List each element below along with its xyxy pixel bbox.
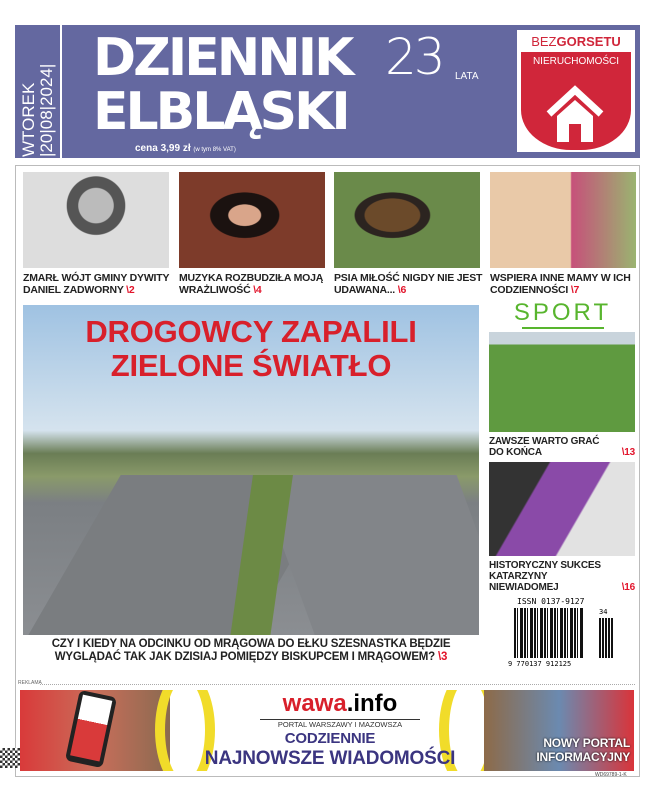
teaser-page: \7 [570,284,580,296]
headline-line-2: ZIELONE ŚWIATŁO [110,348,392,383]
teaser-title: MUZYKA ROZBUDZIŁA MOJĄ WRAŻLIWOŚĆ [179,272,324,296]
lead-caption-text: CZY I KIEDY NA ODCINKU OD MRĄGOWA DO EŁKU SZESNASTKA BĘDZIE WYGLĄDAĆ TAK JAK DZISIAJ POMIĘDZY BISKUPCEM I MRĄGOWEM? [51,638,451,663]
ad-line-2: NAJNOWSZE WIADOMOŚCI [204,748,456,769]
barcode-addon-number: 34 [599,608,608,616]
teaser-1[interactable] [23,272,173,296]
anniversary-unit: LATA [455,71,479,82]
masthead [15,25,640,158]
teaser-2[interactable] [179,272,329,296]
qr-code-icon[interactable] [0,748,20,768]
lead-caption[interactable] [23,638,479,664]
brand-suffix: .info [346,690,398,717]
sport-section-label: SPORT [513,299,612,326]
ad-image-left [20,690,170,771]
sport-page: \13 [621,447,635,458]
sport-item-1[interactable] [489,436,635,458]
issue-date-value: |20|08|2024| [36,63,56,157]
price-value: cena 3,99 zł [135,143,191,154]
ad-line-1: CODZIENNIE [284,730,376,747]
road [257,475,479,635]
price [135,143,236,156]
teaser-photo-4[interactable] [490,172,636,268]
teaser-photo-3[interactable] [334,172,480,268]
ad-brand-logo [260,691,420,717]
teaser-photo-2[interactable] [179,172,325,268]
promo-shield [521,52,631,150]
house-icon [545,82,605,144]
price-vat: (w tym 8% VAT) [193,147,236,153]
sport-item-2[interactable] [489,560,635,593]
ad-label: REKLAMA [18,680,42,686]
sport-title: ZAWSZE WARTO GRAĆ DO KOŃCA [489,436,600,458]
headline-line-1: DROGOWCY ZAPALILI [85,314,417,349]
sport-underline [522,327,604,329]
sport-page: \16 [621,582,635,593]
lead-photo[interactable] [23,305,479,635]
teaser-photo-1[interactable] [23,172,169,268]
lead-page: \3 [438,651,448,663]
teaser-page: \2 [126,284,135,296]
barcode [514,608,584,658]
logo-line-2: ELBLĄSKI [93,82,348,142]
issue-day: WTOREK [18,82,38,157]
ad-right-text: NOWY PORTAL INFORMACYJNY [536,736,630,764]
teaser-3[interactable] [334,272,484,296]
sport-title: HISTORYCZNY SUKCES KATARZYNY NIEWIADOMEJ [489,560,601,593]
promo-prefix: BEZ [531,34,557,49]
sport-photo-1[interactable] [489,332,635,432]
barcode-addon [599,618,614,658]
teaser-4[interactable] [490,272,635,296]
divider [40,684,635,685]
ad-code: WD69789-1-K [595,772,627,778]
teaser-page: \6 [397,284,407,296]
teaser-page: \4 [253,284,262,296]
teaser-title: WSPIERA INNE MAMY W ICH CODZIENNOŚCI [490,272,631,296]
brand-main: wawa [282,690,347,717]
promo-brand: GORSETU [556,34,621,49]
issn: ISSN 0137-9127 [517,597,585,606]
sport-photo-2[interactable] [489,462,635,556]
anniversary-number: 23 [385,28,443,86]
lead-headline [23,315,479,383]
phone-image [65,690,117,768]
advertisement[interactable] [20,690,634,771]
barcode-number: 9 770137 912125 [508,660,572,668]
promo-subtitle: NIERUCHOMOŚCI [532,56,620,67]
teaser-title: PSIA MIŁOŚĆ NIGDY NIE JEST UDAWANA... [334,272,483,296]
ad-tagline: PORTAL WARSZAWY I MAZOWSZA [260,719,420,729]
teaser-title: ZMARŁ WÓJT GMINY DYWITY DANIEL ZADWORNY [23,272,170,296]
issue-date [15,25,62,158]
promo-box[interactable] [517,30,635,152]
logo-line-1: DZIENNIK [93,28,352,88]
